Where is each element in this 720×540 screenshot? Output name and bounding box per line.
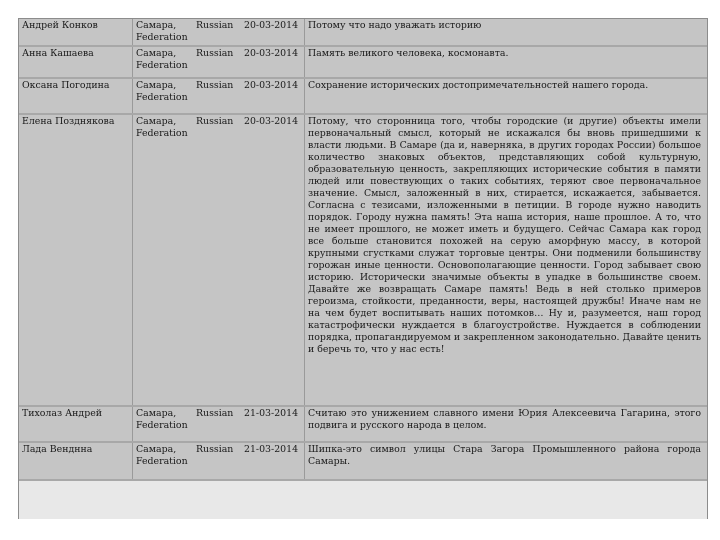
table-row	[19, 407, 707, 443]
table-bottom-margin	[19, 481, 707, 519]
signer-name: Елена Позднякова	[19, 115, 133, 405]
signer-comment: Потому, что сторонница того, чтобы городские (и другие) объекты имели первоначальный смысл, который не искажался бы вновь пришедшими к власти людьми. В Самаре (да и, наверняка, в других городах России) большое количество знаковых объектов, представляющих собой культурную, образовательную ценность, закрепляющих исторические события в памяти людей или повествующих о таких событиях, теряют свое первоначальное значение. Смысл, заложенный в них, стирается, искажается, забывается. Согласна с тезисами, изложенными в петиции. В городе нужно наводить порядок. Городу нужна память! Эта наша история, наше прошлое. А то, что не имеет прошлого, не может иметь и будущего. Сейчас Самара как город все больше становится похожей на серую аморфную массу, в которой крупными сгустками служат торговые центры. Они подменили большинству горожан иные ценности. Основополагающие ценности. Город забывает свою историю. Исторически значимые объекты в упадке в большинстве своем. Давайте же возвращать Самаре память! Ведь в ней столько примеров героизма, стойкости, преданности, веры, настоящей дружбы! Иначе нам не на чем будет воспитывать наших потомков… Ну и, разумеется, наш город катастрофически нуждается в благоустройстве. Нуждается в соблюдении порядка, пропагандируемом и закрепленном законодательно. Давайте ценить и беречь то, что у нас есть!	[308, 116, 701, 355]
signer-city: Самара, Federation	[136, 80, 188, 103]
signer-city: Самара, Federation	[136, 408, 188, 431]
signature-date: 20-03-2014	[241, 47, 305, 77]
signer-name: Анна Кашаева	[19, 47, 133, 77]
signer-name: Оксана Погодина	[19, 79, 133, 113]
signer-city: Самара, Federation	[136, 116, 188, 139]
table-row	[19, 443, 707, 481]
table-row	[19, 47, 707, 79]
signer-country: Russian	[196, 20, 234, 31]
signer-name: Лада Венднна	[19, 443, 133, 479]
signer-comment: Сохранение исторических достопримечательностей нашего города.	[308, 80, 649, 91]
signer-country: Russian	[196, 444, 234, 455]
signer-country: Russian	[196, 408, 234, 419]
signer-comment: Память великого человека, космонавта.	[308, 48, 509, 59]
signer-city: Самара, Federation	[136, 48, 188, 71]
table-row	[19, 115, 707, 407]
signature-date: 21-03-2014	[241, 443, 305, 479]
signatures-table	[18, 18, 708, 519]
signer-comment: Считаю это унижением славного имени Юрия Алексеевича Гагарина, этого подвига и русского народа в целом.	[308, 408, 701, 431]
table-row	[19, 19, 707, 47]
signature-date: 20-03-2014	[241, 19, 305, 45]
signer-name: Андрей Конков	[19, 19, 133, 45]
signer-city: Самара, Federation	[136, 444, 188, 467]
signature-date: 20-03-2014	[241, 79, 305, 113]
signer-name: Тихолаз Андрей	[19, 407, 133, 441]
signer-comment: Шипка-это символ улицы Стара Загора Промышленного района города Самары.	[308, 444, 701, 467]
signer-country: Russian	[196, 116, 234, 127]
signer-country: Russian	[196, 48, 234, 59]
signature-date: 21-03-2014	[241, 407, 305, 441]
signer-city: Самара, Federation	[136, 20, 188, 43]
table-row	[19, 79, 707, 115]
signer-comment: Потому что надо уважать историю	[308, 20, 482, 31]
signer-country: Russian	[196, 80, 234, 91]
signature-date: 20-03-2014	[241, 115, 305, 405]
